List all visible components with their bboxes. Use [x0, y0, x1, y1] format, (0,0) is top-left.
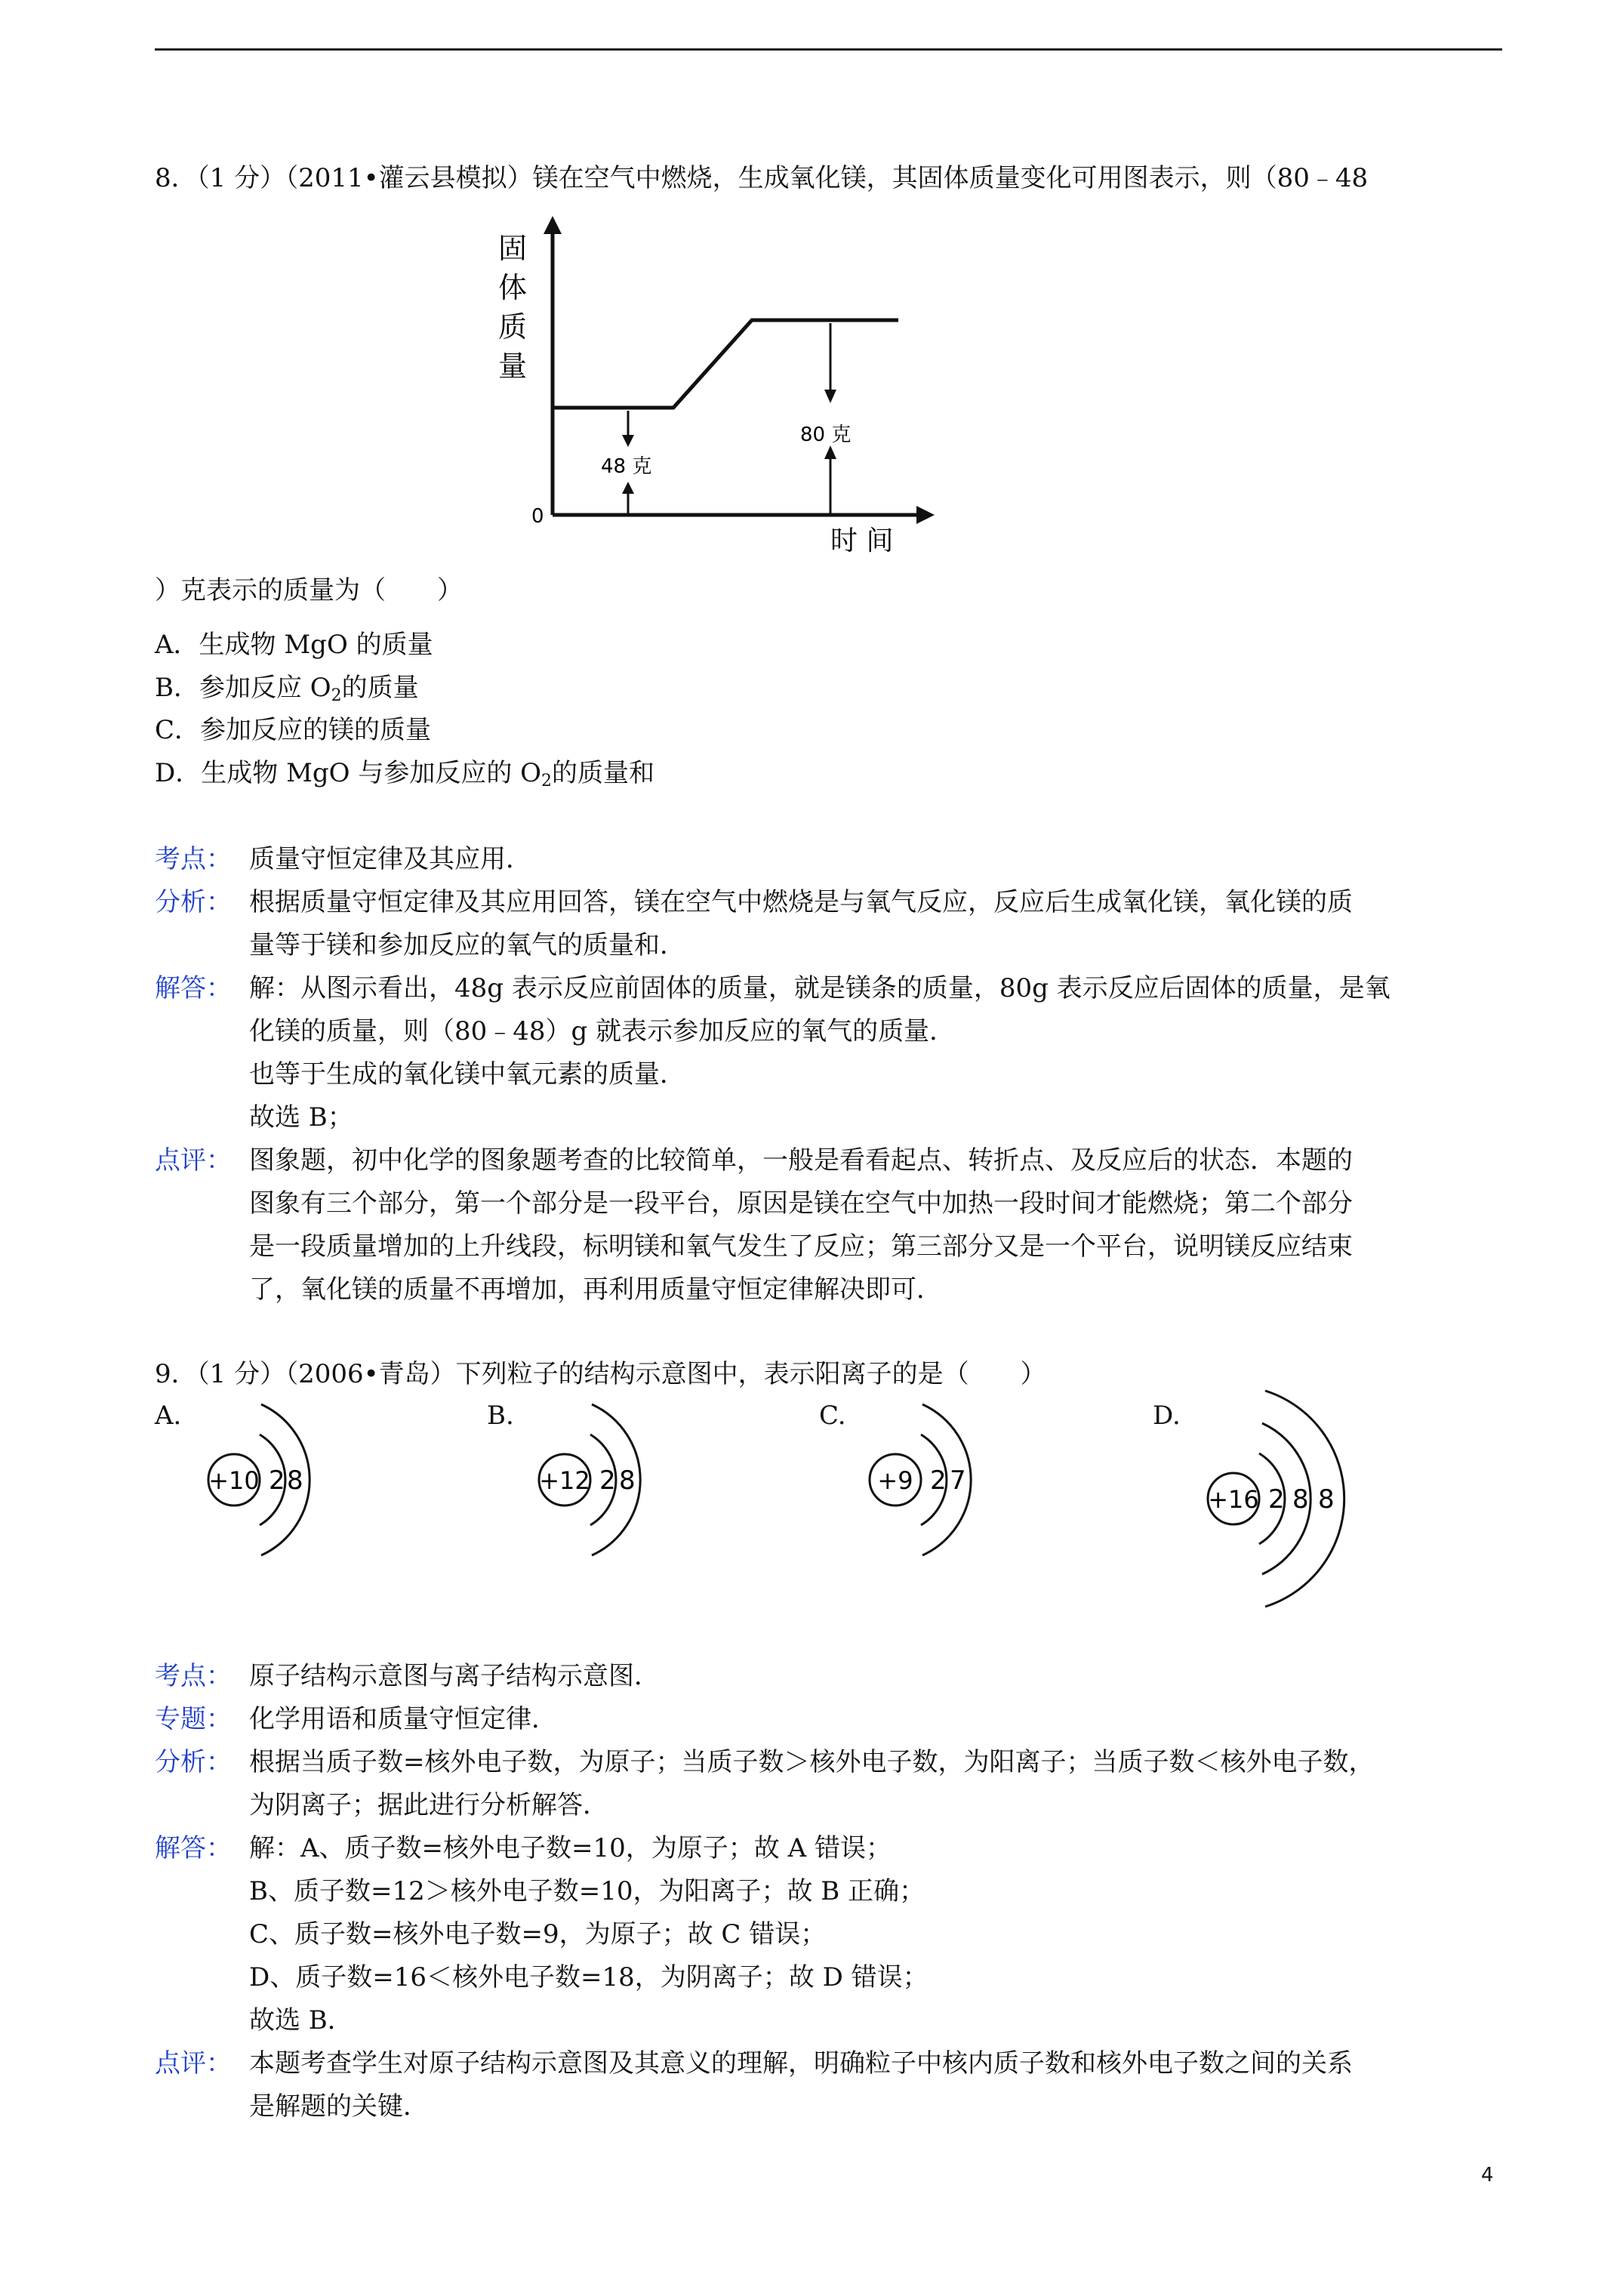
- x-label: 时 间: [830, 525, 894, 556]
- q9-jieda-line2: B、质子数=12＞核外电子数=10，为阳离子；故 B 正确；: [249, 1876, 925, 1906]
- shell-electrons: 2: [1268, 1484, 1285, 1515]
- q8-dianping-label: 点评：: [155, 1145, 232, 1176]
- y-label-char: 质: [498, 310, 528, 344]
- label-80g: 80 克: [800, 424, 852, 446]
- q8-jieda-line3: 也等于生成的氧化镁中氧元素的质量．: [249, 1059, 685, 1089]
- nucleus-label: +9: [877, 1466, 913, 1495]
- x-axis-arrow-icon: [916, 506, 935, 524]
- q9-jieda-line1: 解：A、质子数=核外电子数=10，为原子；故 A 错误；: [249, 1833, 892, 1863]
- y-label-char: 体: [498, 271, 528, 304]
- q8-mass-time-graph: [483, 213, 951, 568]
- arrow-up-48-icon: [622, 482, 634, 494]
- q8-fenxi-label: 分析：: [155, 887, 232, 917]
- nucleus-label: +10: [208, 1466, 260, 1495]
- shell-electrons: 2: [269, 1465, 285, 1496]
- q8-fenxi-line2: 量等于镁和参加反应的氧气的质量和．: [249, 930, 685, 960]
- q8-fenxi-line1: 根据质量守恒定律及其应用回答，镁在空气中燃烧是与氧气反应，反应后生成氧化镁，氧化镁的质: [249, 887, 1353, 917]
- q9-jieda-line3: C、质子数=核外电子数=9，为原子；故 C 错误；: [249, 1919, 827, 1949]
- q9-option-b-diagram: [528, 1388, 657, 1561]
- q9-option-d-letter: D.: [1153, 1401, 1181, 1431]
- q9-jieda-label: 解答：: [155, 1833, 232, 1863]
- q9-fenxi-line1: 根据当质子数=核外电子数，为原子；当质子数＞核外电子数，为阳离子；当质子数＜核外电子数，: [249, 1747, 1375, 1777]
- q8-option-b: B．参加反应 $O_2$的质量: [155, 673, 419, 705]
- q9-dianping-line1: 本题考查学生对原子结构示意图及其意义的理解，明确粒子中核内质子数和核外电子数之间的关系: [249, 2048, 1353, 2079]
- origin-label: 0: [531, 505, 544, 528]
- shell-electrons: 2: [599, 1465, 616, 1496]
- q9-zhuanti-label: 专题：: [155, 1704, 232, 1734]
- q8-jieda-line1: 解：从图示看出，48g 表示反应前固体的质量，就是镁条的质量，80g 表示反应后固体的质量，是氧: [249, 973, 1390, 1003]
- q9-zhuanti-text: 化学用语和质量守恒定律．: [249, 1704, 557, 1734]
- label-48g: 48 克: [601, 455, 652, 478]
- shell-electrons: 2: [930, 1465, 947, 1496]
- q9-option-b-letter: B.: [487, 1401, 514, 1431]
- arrow-down-80-icon: [824, 390, 836, 403]
- nucleus-label: +12: [539, 1466, 590, 1495]
- q9-fenxi-label: 分析：: [155, 1747, 232, 1777]
- shell-electrons: 8: [619, 1465, 636, 1496]
- q9-dianping-line2: 是解题的关键．: [249, 2091, 429, 2122]
- q9-option-d-diagram: [1197, 1382, 1363, 1616]
- q9-option-a-diagram: [198, 1388, 326, 1561]
- q8-jieda-line4: 故选 B；: [249, 1102, 353, 1133]
- arrow-down-48-icon: [622, 435, 634, 447]
- y-label-char: 量: [498, 350, 528, 383]
- q8-dianping-line4: 了，氧化镁的质量不再增加，再利用质量守恒定律解决即可．: [249, 1274, 942, 1305]
- q9-stem: 9．（1 分）（2006•青岛）下列粒子的结构示意图中，表示阳离子的是（ ）: [155, 1359, 1046, 1389]
- q9-dianping-label: 点评：: [155, 2048, 232, 2079]
- page-number: 4: [1481, 2164, 1494, 2187]
- q8-stem-line2: ）克表示的质量为（ ）: [155, 575, 463, 606]
- q8-option-c: C．参加反应的镁的质量: [155, 715, 432, 745]
- q8-stem-line1: 8．（1 分）（2011•灌云县模拟）镁在空气中燃烧，生成氧化镁，其固体质量变化可用图表示，则（80﹣48: [155, 163, 1369, 193]
- q8-kaodian-label: 考点：: [155, 844, 232, 874]
- q8-jieda-line2: 化镁的质量，则（80﹣48）g 就表示参加反应的氧气的质量．: [249, 1016, 956, 1046]
- q8-option-d: D．生成物 MgO 与参加反应的 $O_2$的质量和: [155, 758, 655, 791]
- q8-kaodian-text: 质量守恒定律及其应用．: [249, 844, 531, 874]
- q8-jieda-label: 解答：: [155, 973, 232, 1003]
- arrow-up-80-icon: [824, 445, 836, 459]
- q9-fenxi-line2: 为阴离子；据此进行分析解答．: [249, 1790, 608, 1820]
- shell-electrons: 7: [950, 1465, 966, 1496]
- q9-kaodian-text: 原子结构示意图与离子结构示意图．: [249, 1661, 660, 1691]
- q9-jieda-line4: D、质子数=16＜核外电子数=18，为阴离子；故 D 错误；: [249, 1962, 929, 1992]
- header-rule: [155, 48, 1502, 51]
- q9-option-c-letter: C.: [819, 1401, 846, 1431]
- shell-electrons: 8: [287, 1465, 303, 1496]
- nucleus-label: +16: [1208, 1485, 1259, 1514]
- q9-kaodian-label: 考点：: [155, 1661, 232, 1691]
- q8-dianping-line2: 图象有三个部分，第一个部分是一段平台，原因是镁在空气中加热一段时间才能燃烧；第二个部分: [249, 1188, 1353, 1219]
- y-label-char: 固: [498, 232, 528, 265]
- shell-electrons: 8: [1318, 1484, 1335, 1515]
- q9-option-c-diagram: [859, 1388, 987, 1561]
- q9-option-a-letter: A.: [155, 1401, 182, 1431]
- q8-dianping-line1: 图象题，初中化学的图象题考查的比较简单，一般是看看起点、转折点、及反应后的状态．本题的: [249, 1145, 1353, 1176]
- shell-electrons: 8: [1292, 1484, 1309, 1515]
- mass-curve: [553, 320, 898, 408]
- y-axis-arrow-icon: [544, 216, 562, 234]
- q9-jieda-line5: 故选 B．: [249, 2005, 353, 2036]
- q8-option-a: A．生成物 MgO 的质量: [155, 630, 433, 660]
- q8-dianping-line3: 是一段质量增加的上升线段，标明镁和氧气发生了反应；第三部分又是一个平台，说明镁反应结束: [249, 1231, 1353, 1262]
